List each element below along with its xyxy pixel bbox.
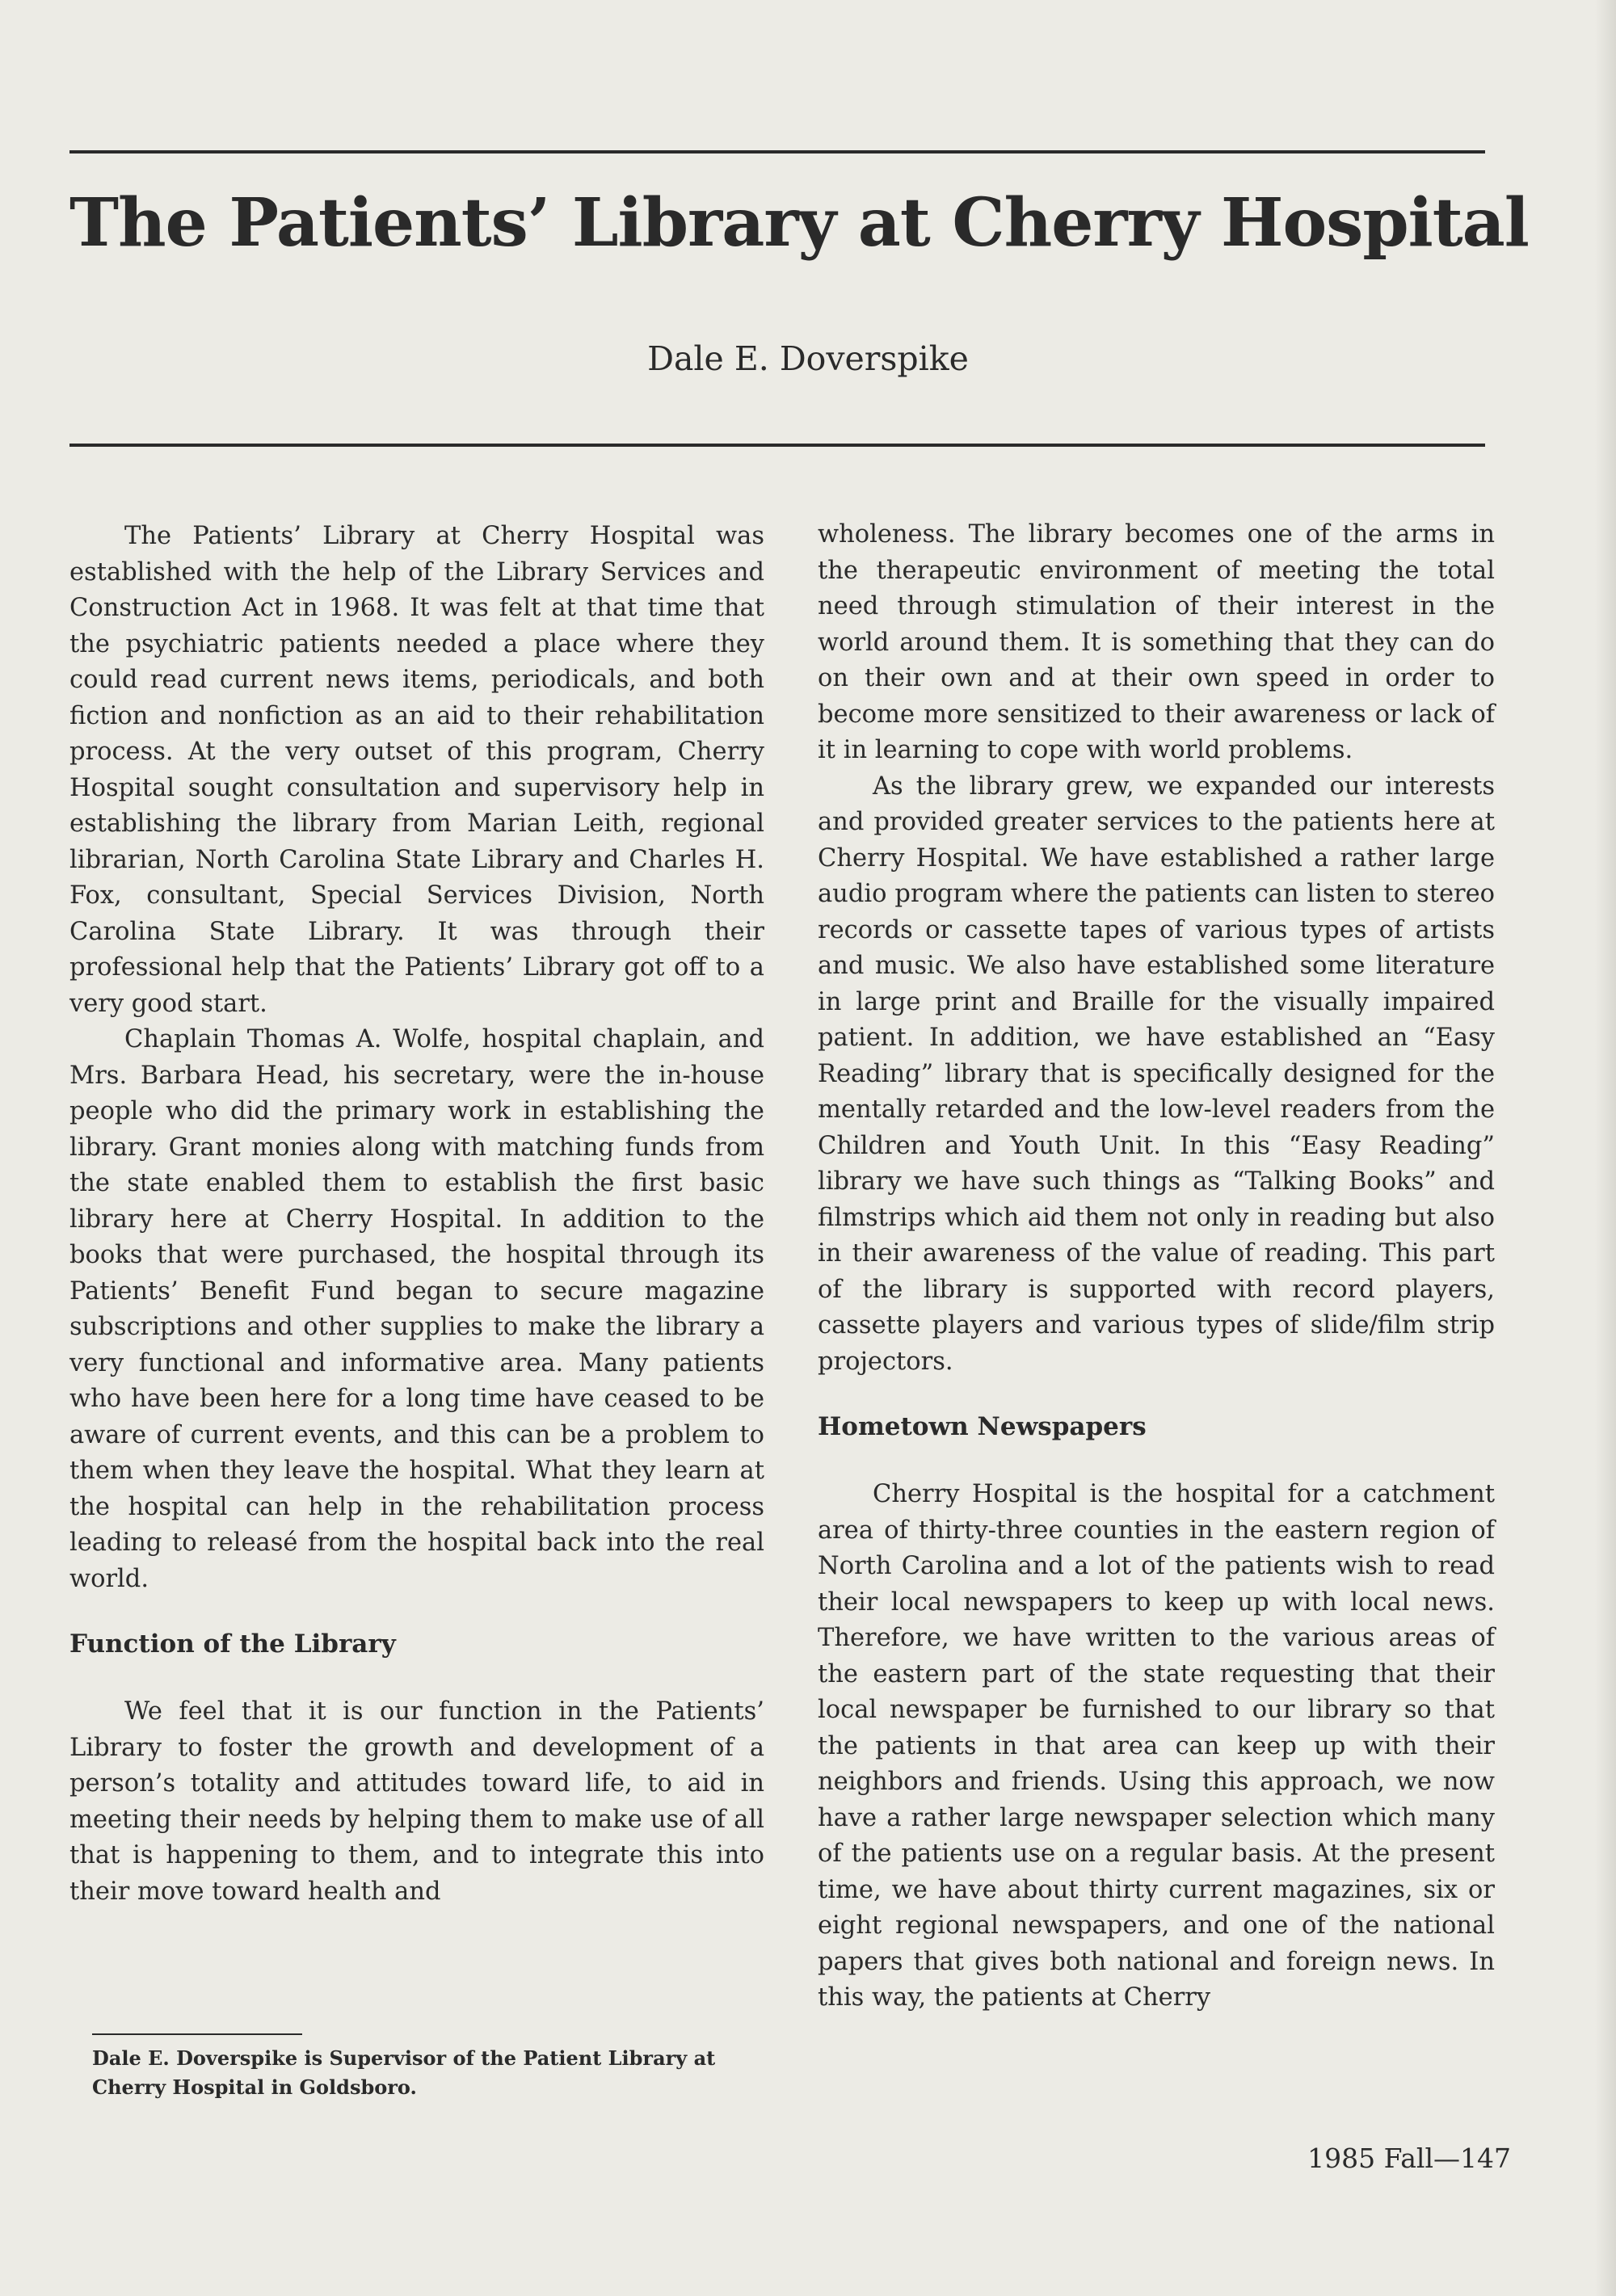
paragraph-chaplain: Chaplain Thomas A. Wolfe, hospital chaplain, and Mrs. Barbara Head, his secretary, were the in-house people who did the primary work in establishing the library. Grant monies along with matching funds from the state enabled them to establish the first basic library here at Cherry Hospital. In addition to the books that were purchased, the hospital through its Patients’ Benefit Fund began to secure magazine subscriptions and other supplies to make the library a very functional and informative area. Many patients who have been here for a long time have ceased to be aware of current events, and this can be a problem to them when they leave the hospital. What they learn at the hospital can help in the rehabilitation process leading to releasé from the hospital back into the real world.	[69, 1025, 764, 1593]
paragraph-library-grew: As the library grew, we expanded our interests and provided greater services to the patients here at Cherry Hospital. We have established a rather large audio program where the patients can listen to stereo records or cassette tapes of various types of artists and music. We also have established some literature in large print and Braille for the visually impaired patient. In addition, we have established an “Easy Reading” library that is specifically designed for the mentally retarded and the low-level readers from the Children and Youth Unit. In this “Easy Reading” library we have such things as “Talking Books” and filmstrips which aid them not only in reading but also in their awareness of the value of reading. This part of the library is supported with record players, cassette players and various types of slide/film strip projectors.	[818, 772, 1495, 1376]
paragraph-wholeness: wholeness. The library becomes one of the arms in the therapeutic environment of meeting the total need through stimulation of their interest in the world around them. It is something that they can do on their own and at their own speed in order to become more sensitized to their awareness or lack of it in learning to cope with world problems.	[818, 520, 1495, 764]
header-rule	[69, 444, 1485, 447]
paragraph-newspapers: Cherry Hospital is the hospital for a catchment area of thirty-three counties in the eastern region of North Carolina and a lot of the patients wish to read their local newspapers to keep up with local news. Therefore, we have written to the various areas of the eastern part of the state requesting that their local newspaper be furnished to our library so that the patients in that area can keep up with their neighbors and friends. Using this approach, we now have a rather large newspaper selection which many of the patients use on a regular basis. At the present time, we have about thirty current magazines, six or eight regional newspapers, and one of the national papers that gives both national and foreign news. In this way, the patients at Cherry	[818, 1480, 1495, 2012]
footnote-rule	[92, 2033, 302, 2035]
paragraph-intro: The Patients’ Library at Cherry Hospital was established with the help of the Library Services and Construction Act in 1968. It was felt at that time that the psychiatric patients needed a place where they could read current news items, periodicals, and both fiction and nonfiction as an aid to their rehabilitation process. At the very outset of this program, Cherry Hospital sought consultation and supervisory help in establishing the library from Marian Leith, regional librarian, North Carolina State Library and Charles H. Fox, consultant, Special Services Division, North Carolina State Library. It was through their professional help that the Patients’ Library got off to a very good start.	[69, 522, 764, 1018]
paragraph-function: We feel that it is our function in the Patients’ Library to foster the growth and development of a person’s totality and attitudes toward life, to aid in meeting their needs by helping them to make use of all that is happening to them, and to integrate this into their move toward health and	[69, 1697, 764, 1906]
article-title: The Patients’ Library at Cherry Hospital	[69, 184, 1529, 262]
top-rule	[69, 150, 1485, 153]
heading-newspapers: Hometown Newspapers	[818, 1412, 1147, 1441]
page-folio: 1985 Fall—147	[1307, 2143, 1511, 2174]
heading-function: Function of the Library	[69, 1629, 396, 1659]
article-author: Dale E. Doverspike	[647, 339, 969, 378]
right-column	[818, 517, 1495, 2016]
author-footnote: Dale E. Doverspike is Supervisor of the Patient Library at Cherry Hospital in Goldsboro.	[92, 2046, 716, 2099]
left-column	[69, 519, 764, 1910]
